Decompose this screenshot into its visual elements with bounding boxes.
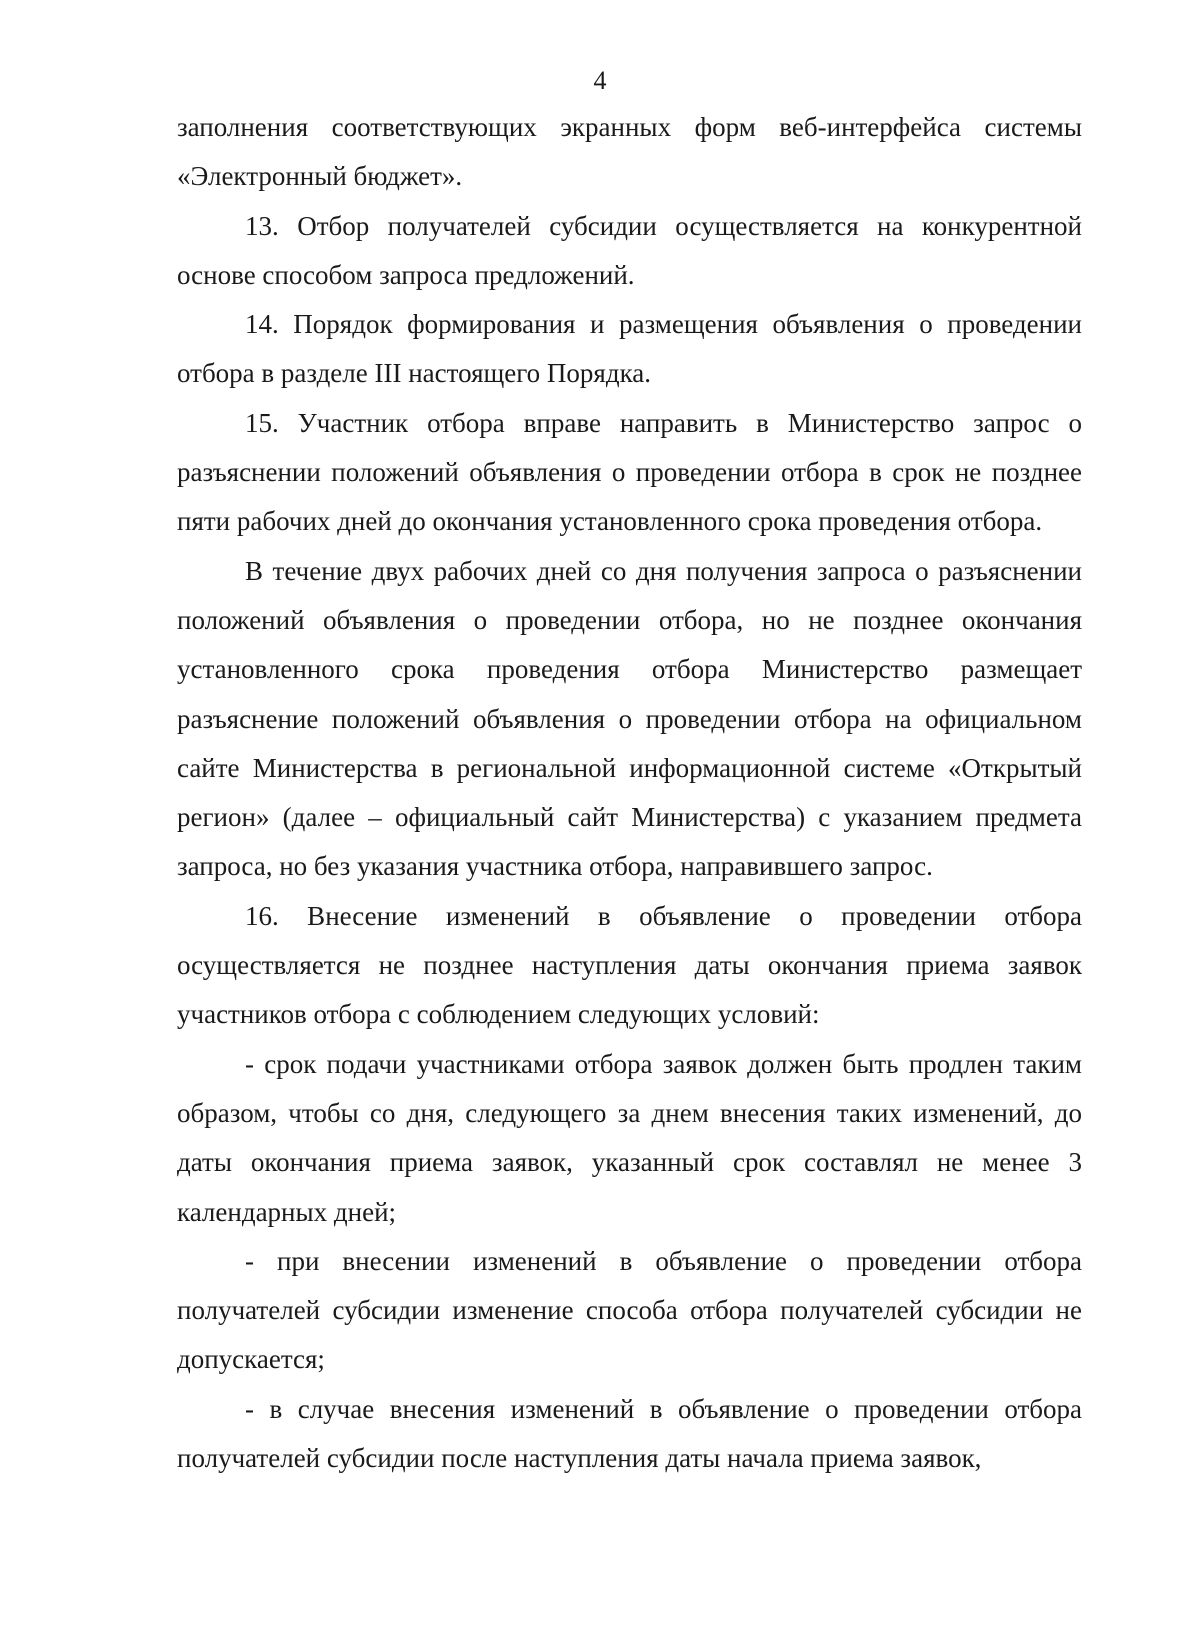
bullet-item-after-start: - в случае внесения изменений в объявление о проведении отбора получателей субсидии после наступления даты начала приема заявок, (177, 1393, 1082, 1474)
paragraph-13: 13. Отбор получателей субсидии осуществляется на конкурентной основе способом запроса предложений. (177, 210, 1082, 290)
paragraph-14: 14. Порядок формирования и размещения объявления о проведении отбора в разделе III настоящего Порядка. (177, 309, 1082, 389)
page-number: 4 (593, 66, 607, 95)
paragraph-16: 16. Внесение изменений в объявление о проведении отбора осуществляется не позднее наступления даты окончания приема заявок участников отбора с соблюдением следующих условий: (177, 900, 1082, 1030)
document-body (177, 103, 1082, 1483)
bullet-item-deadline-extension: - срок подачи участниками отбора заявок должен быть продлен таким образом, чтобы со дня, следующего за днем внесения таких изменений, до даты окончания приема заявок, указанный срок составлял не менее 3 календарных дней; (177, 1048, 1082, 1227)
bullet-item-method-change: - при внесении изменений в объявление о проведении отбора получателей субсидии изменение способа отбора получателей субсидии не допускается; (177, 1245, 1082, 1375)
paragraph-15: 15. Участник отбора вправе направить в Министерство запрос о разъяснении положений объявления о проведении отбора в срок не позднее пяти рабочих дней до окончания установленного срока проведения отбора. (177, 407, 1082, 537)
paragraph-clarification: В течение двух рабочих дней со дня получения запроса о разъяснении положений объявления о проведении отбора, но не позднее окончания установленного срока проведения отбора Министерство размещает разъяснение положений объявления о проведении отбора на официальном сайте Министерства в региональной информационной системе «Открытый регион» (далее – официальный сайт Министерства) с указанием предмета запроса, но без указания участника отбора, направившего запрос. (177, 555, 1082, 882)
paragraph-continuation: заполнения соответствующих экранных форм веб-интерфейса системы «Электронный бюджет». (177, 112, 1082, 192)
